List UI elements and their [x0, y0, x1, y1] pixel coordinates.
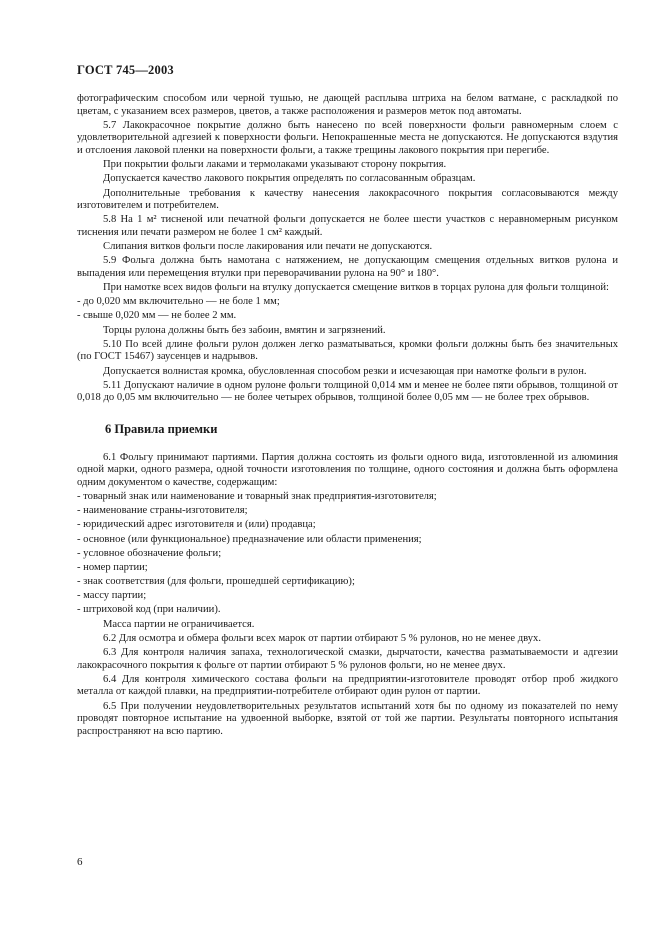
paragraph: Торцы рулона должны быть без забоин, вмятин и загрязнений.: [103, 324, 386, 336]
list-item: - знак соответствия (для фольги, прошедшей сертификацию);: [77, 576, 355, 588]
paragraph-5-11: 5.11 Допускают наличие в одном рулоне фольги толщиной 0,014 мм и менее не более пяти обрывов, толщиной от 0,018 до 0,05 мм включительно — не более четырех обрывов, толщиной более 0,05 мм — не более трех обрывов.: [77, 379, 618, 404]
paragraph-6-3: 6.3 Для контроля наличия запаха, технологической смазки, дырчатости, качества разматываемости и адгезии лакокрасочного покрытия к фольге от партии отбирают 5 % рулонов фольги, но не менее двух.: [77, 647, 618, 671]
paragraph-5-9: 5.9 Фольга должна быть намотана с натяжением, не допускающим смещения отдельных витков рулона и выпадения или перемещения втулки при переворачивании рулона на 90° и 180°.: [77, 255, 618, 279]
list-item: - массу партии;: [77, 590, 147, 602]
section-title: 6 Правила приемки: [105, 421, 218, 436]
paragraph: Масса партии не ограничивается.: [103, 618, 255, 630]
list-item: - товарный знак или наименование и товарный знак предприятия-изготовителя;: [77, 490, 437, 502]
list-item: - номер партии;: [77, 561, 148, 573]
paragraph: Слипания витков фольги после лакирования или печати не допускаются.: [103, 241, 433, 253]
paragraph-6-4: 6.4 Для контроля химического состава фольги на предприятии-изготовителе проводят отбор проб жидкого металла от каждой плавки, на предприятии-потребителе отбирают один рулон от партии.: [77, 673, 618, 698]
paragraph-6-5: 6.5 При получении неудовлетворительных результатов испытаний хотя бы по одному из показателей по нему проводят повторное испытание на удвоенной выборке, взятой от той же партии. Результаты повторного испытания распространяют на всю партию.: [77, 700, 618, 737]
paragraph-5-8: 5.8 На 1 м² тисненой или печатной фольги допускается не более шести участков с неравномерным рисунком тиснения или печати размером не более 1 см² каждый.: [77, 214, 618, 238]
list-item: - основное (или функциональное) предназначение или области применения;: [77, 533, 422, 545]
list-item: - юридический адрес изготовителя и (или) продавца;: [77, 519, 316, 531]
paragraph: Дополнительные требования к качеству нанесения лакокрасочного покрытия согласовываются между изготовителем и потребителем.: [77, 187, 618, 212]
paragraph: фотографическим способом или черной тушью, не дающей расплыва штриха на белом ватмане, с раскладкой по цветам, с указанием всех размеров, цветов, а также расположения и размеров меток под автоматы.: [77, 93, 618, 117]
list-item: - штриховой код (при наличии).: [77, 604, 221, 616]
paragraph-6-2: 6.2 Для осмотра и обмера фольги всех марок от партии отбирают 5 % рулонов, но не менее двух.: [103, 632, 541, 644]
paragraph: Допускается качество лакового покрытия определять по согласованным образцам.: [103, 173, 476, 185]
list-item: - до 0,020 мм включительно — не боле 1 мм;: [77, 296, 280, 308]
list-item: - свыше 0,020 мм — не более 2 мм.: [77, 310, 237, 322]
paragraph-6-1: 6.1 Фольгу принимают партиями. Партия должна состоять из фольги одного вида, изготовленной из алюминия одной марки, одного размера, одной точности изготовления по толщине, одного состояния и должна быть оформлена одним документом о качестве, содержащим:: [77, 451, 618, 488]
page-content: [77, 93, 618, 738]
paragraph-5-7: 5.7 Лакокрасочное покрытие должно быть нанесено по всей поверхности фольги равномерным слоем с удовлетворительной адгезией к поверхности фольги. Непокрашенные места не допускаются. Не допускаются вздутия и отслоения лаковой пленки на поверхности фольги, а также трещины лакового покрытия при перегибе.: [77, 119, 618, 156]
paragraph-5-10: 5.10 По всей длине фольги рулон должен легко разматываться, кромки фольги должны быть без значительных (по ГОСТ 15467) заусенцев и надрывов.: [77, 338, 618, 363]
document-header: ГОСТ 745—2003: [77, 63, 174, 77]
page-number: 6: [77, 856, 83, 868]
paragraph: При покрытии фольги лаками и термолаками указывают сторону покрытия.: [103, 159, 447, 171]
list-item: - условное обозначение фольги;: [77, 547, 222, 559]
paragraph: Допускается волнистая кромка, обусловленная способом резки и исчезающая при намотке фольги в рулон.: [103, 365, 587, 377]
paragraph: При намотке всех видов фольги на втулку допускается смещение витков в торцах рулона для фольги толщиной:: [103, 282, 609, 294]
list-item: - наименование страны-изготовителя;: [77, 505, 248, 517]
